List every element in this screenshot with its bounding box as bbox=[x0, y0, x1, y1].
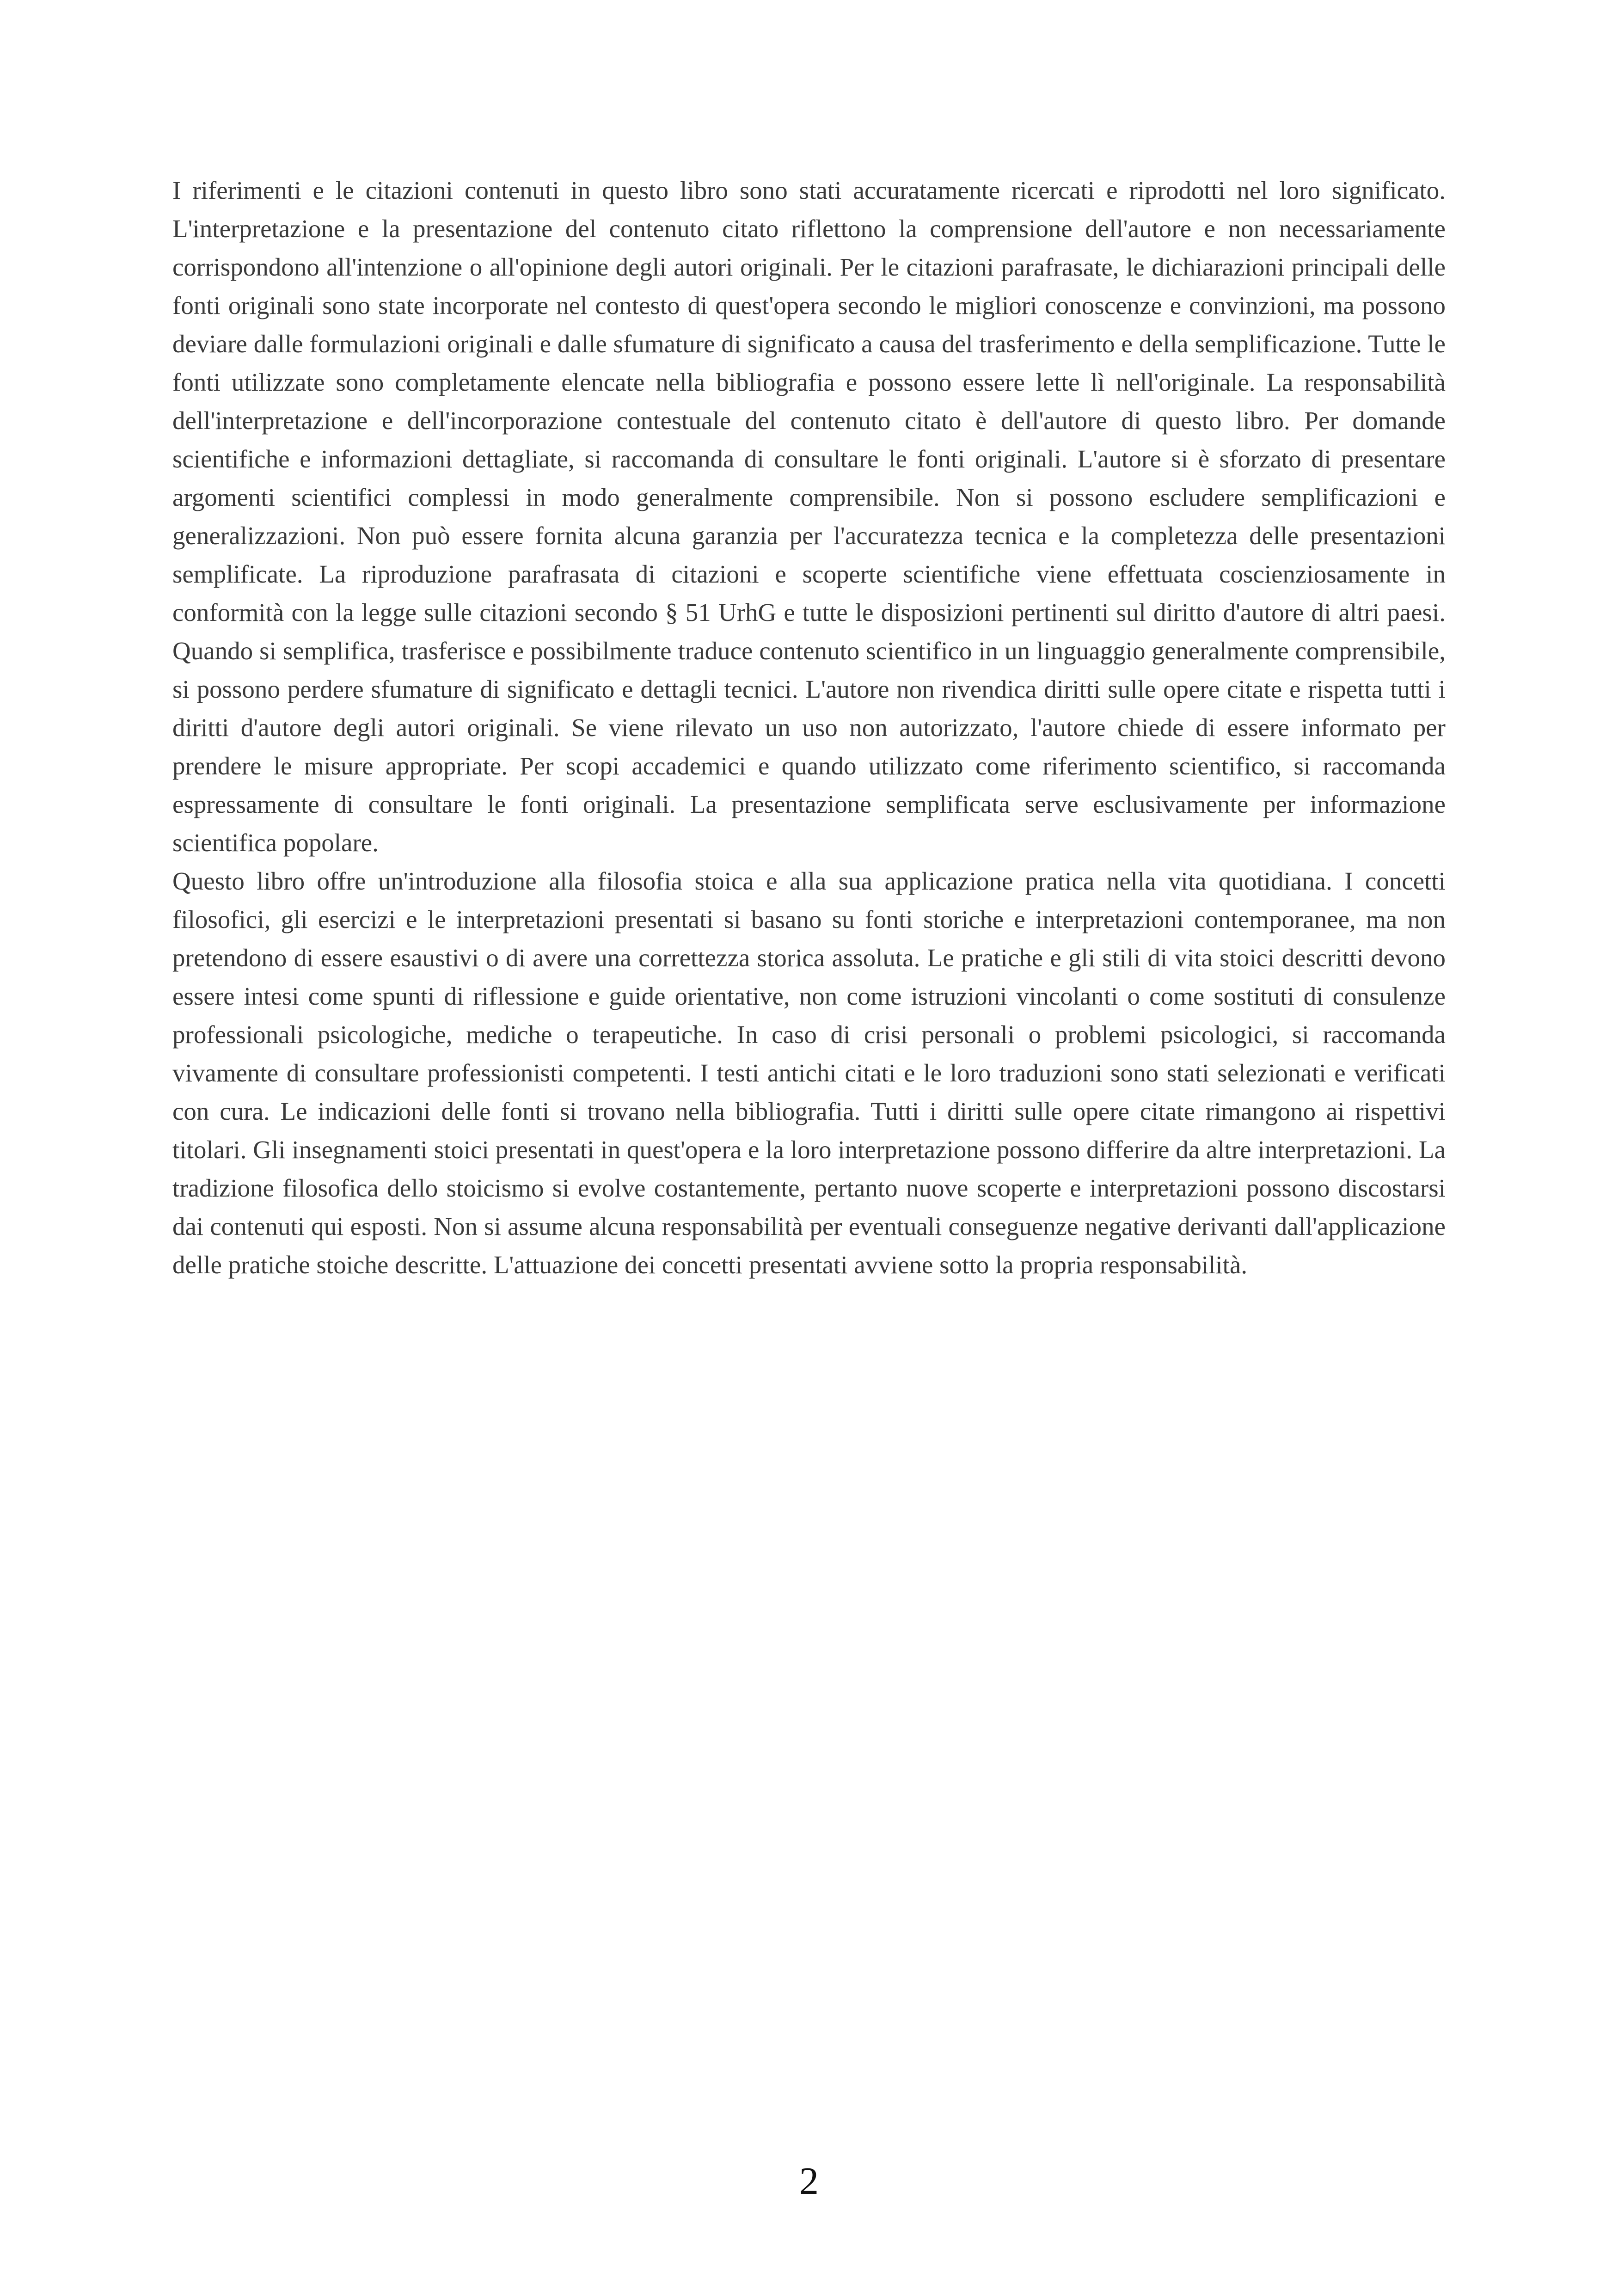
paragraph-citations-disclaimer: I riferimenti e le citazioni contenuti in questo libro sono stati accuratamente ricercati e riprodotti nel loro significato. L'interpretazione e la presentazione del contenuto citato riflettono la comprensione dell'autore e non necessariamente corrispondono all'intenzione o all'opinione degli autori originali. Per le citazioni parafrasate, le dichiarazioni principali delle fonti originali sono state incorporate nel contesto di quest'opera secondo le migliori conoscenze e convinzioni, ma possono deviare dalle formulazioni originali e dalle sfumature di significato a causa del trasferimento e della semplificazione. Tutte le fonti utilizzate sono completamente elencate nella bibliografia e possono essere lette lì nell'originale. La responsabilità dell'interpretazione e dell'incorporazione contestuale del contenuto citato è dell'autore di questo libro. Per domande scientifiche e informazioni dettagliate, si raccomanda di consultare le fonti originali. L'autore si è sforzato di presentare argomenti scientifici complessi in modo generalmente comprensibile. Non si possono escludere semplificazioni e generalizzazioni. Non può essere fornita alcuna garanzia per l'accuratezza tecnica e la completezza delle presentazioni semplificate. La riproduzione parafrasata di citazioni e scoperte scientifiche viene effettuata coscienziosamente in conformità con la legge sulle citazioni secondo § 51 UrhG e tutte le disposizioni pertinenti sul diritto d'autore di altri paesi. Quando si semplifica, trasferisce e possibilmente traduce contenuto scientifico in un linguaggio generalmente comprensibile, si possono perdere sfumature di significato e dettagli tecnici. L'autore non rivendica diritti sulle opere citate e rispetta tutti i diritti d'autore degli autori originali. Se viene rilevato un uso non autorizzato, l'autore chiede di essere informato per prendere le misure appropriate. Per scopi accademici e quando utilizzato come riferimento scientifico, si raccomanda espressamente di consultare le fonti originali. La presentazione semplificata serve esclusivamente per informazione scientifica popolare. bbox=[172, 176, 1446, 857]
body-text bbox=[172, 171, 1446, 1284]
paragraph-stoicism-disclaimer: Questo libro offre un'introduzione alla filosofia stoica e alla sua applicazione pratica nella vita quotidiana. I concetti filosofici, gli esercizi e le interpretazioni presentati si basano su fonti storiche e interpretazioni contemporanee, ma non pretendono di essere esaustivi o di avere una correttezza storica assoluta. Le pratiche e gli stili di vita stoici descritti devono essere intesi come spunti di riflessione e guide orientative, non come istruzioni vincolanti o come sostituti di consulenze professionali psicologiche, mediche o terapeutiche. In caso di crisi personali o problemi psicologici, si raccomanda vivamente di consultare professionisti competenti. I testi antichi citati e le loro traduzioni sono stati selezionati e verificati con cura. Le indicazioni delle fonti si trovano nella bibliografia. Tutti i diritti sulle opere citate rimangono ai rispettivi titolari. Gli insegnamenti stoici presentati in quest'opera e la loro interpretazione possono differire da altre interpretazioni. La tradizione filosofica dello stoicismo si evolve costantemente, pertanto nuove scoperte e interpretazioni possono discostarsi dai contenuti qui esposti. Non si assume alcuna responsabilità per eventuali conseguenze negative derivanti dall'applicazione delle pratiche stoiche descritte. L'attuazione dei concetti presentati avviene sotto la propria responsabilità. bbox=[172, 867, 1446, 1279]
page-number: 2 bbox=[799, 2160, 819, 2203]
